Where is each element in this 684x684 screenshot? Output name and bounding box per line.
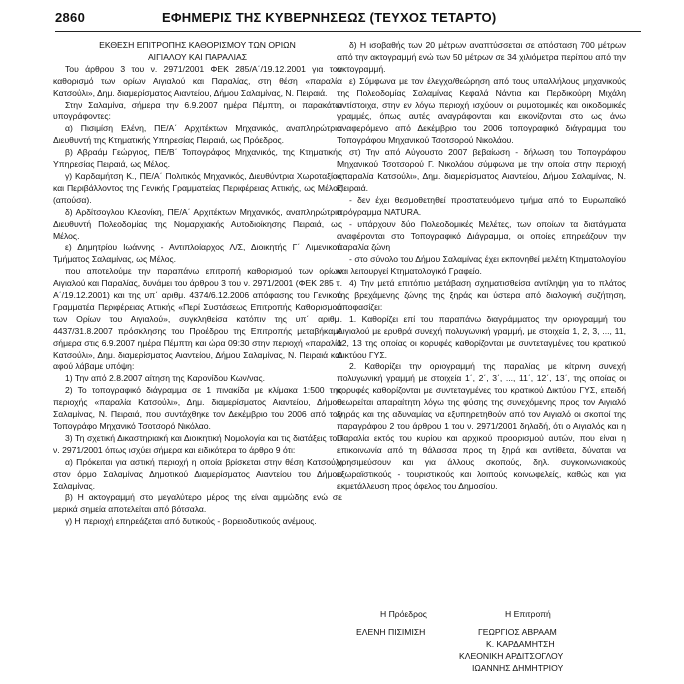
header-rule [55, 31, 641, 32]
paragraph: στ) Την από Αύγουστο 2007 βεβαίωση - δήλωση του Τοπογράφου Μηχανικού Τσοτσορού Γ. Νικολάου σύμφωνα με την οποία στην περιοχή «παραλία Κατσούλι», Δημ. διαμερίσματος Αιαντείου, Δήμου Σαλαμίνας, Ν. Πειραιά. [337, 147, 626, 193]
paragraph: 1) Την από 2.8.2007 αίτηση της Καρονίδου Κων/νας. [65, 373, 266, 384]
paragraph: δ) Η ισοβαθής των 20 μέτρων αναπτύσσεται σε απόσταση 700 μέτρων από την ακτογραμμή ενώ των 50 μέτρων σε 34 χιλιόμετρα περίπου από την ακτογραμμή. [337, 40, 626, 74]
right-column [337, 40, 626, 492]
paragraph: δ) Αρδίτσογλου Κλεονίκη, ΠΕ/Α΄ Αρχιτέκτων Μηχανικός, αναπληρώτρια Διευθυντή Πολεοδομίας της Νομαρχιακής Αυτοδιοίκησης Πειραιά, ως Μέλος. [53, 206, 342, 241]
committee-label: Η Επιτροπή [505, 609, 551, 619]
page-header [55, 7, 641, 29]
paragraph: ΕΚΘΕΣΗ ΕΠΙΤΡΟΠΗΣ ΚΑΘΟΡΙΣΜΟΥ ΤΩΝ ΟΡΙΩΝ [99, 40, 296, 50]
committee-member-name: ΓΕΩΡΓΙΟΣ ΑΒΡΑΑΜ [478, 627, 557, 637]
paragraph: γ) Η περιοχή επηρεάζεται από δυτικούς - βορειοδυτικούς ανέμους. [65, 516, 317, 527]
paragraph: 4) Την μετά επιτόπιο μετάβαση σχηματισθείσα αντίληψη για το πλάτος της βρεχάμενης ζώνης της ξηράς και ύστερα από διαλογική συζήτηση, αποφασίζει: [337, 278, 626, 312]
paragraph: ΑΙΓΙΑΛΟΥ ΚΑΙ ΠΑΡΑΛΙΑΣ [147, 51, 248, 62]
paragraph: που αποτελούμε την παραπάνω επιτροπή καθορισμού των ορίων Αιγιαλού και Παραλίας, δυνάμει του άρθρου 3 του ν. 2971/2001 (ΦΕΚ 285 τ. Α΄/19.12.2001) και της υπ΄ αριθμ. 4374/6.12.2006 απόφασης του Γενικού Γραμματέα Περιφέρειας Αττικής «Περί Συστάσεως Επιτροπής Καθορισμού των Ορίων του Αιγιαλού», συγκληθείσα κατόπιν της υπ΄ αριθμ. 4437/31.8.2007 πρόσκλησης του Προέδρου της Επιτροπής μεταβήκαμε σήμερα στις 6.9.2007 ημέρα Πέμπτη και ώρα 09:30 στην περιοχή «παραλία Κατσούλι», Δημ. διαμερίσματος Αιαντείου, Δήμου Σαλαμίνας, Ν. Πειραιά και αφού λάβαμε υπόψη: [53, 266, 342, 372]
page-number: 2860 [55, 10, 86, 25]
paragraph: 2) Το τοπογραφικό διάγραμμα σε 1 πινακίδα με κλίμακα 1:500 της περιοχής «παραλία Κατσούλι», Δημ. διαμερίσματος Αιαντείου, Δήμου Σαλαμίνας, Ν. Πειραιά, που συντάχθηκε τον Δεκέμβριο του 2006 από τον Τοπογράφο Μηχανικό Τσοτσορό Νικόλαο. [53, 385, 342, 431]
chairman-name: ΕΛΕΝΗ ΠΙΣΙΜΙΣΗ [356, 627, 426, 637]
paragraph: γ) Καρδαμήτση Κ., ΠΕ/Α΄ Πολιτικός Μηχανικός, Διευθύντρια Χωροταξίας και Περιβάλλοντος της Γενικής Γραμματείας Περιφέρειας Αττικής, ως Μέλος (απούσα). [53, 170, 342, 205]
paragraph: - υπάρχουν δύο Πολεοδομικές Μελέτες, των οποίων τα διατάγματα αναφέρονται στο Τοπογραφικό Διάγραμμα, οι οποίες επηρεάζουν την παραλία ζώνη [337, 218, 626, 253]
committee-member-name: ΙΩΑΝΝΗΣ ΔΗΜΗΤΡΙΟΥ [472, 663, 564, 673]
committee-member-name: ΚΛΕΟΝΙΚΗ ΑΡΔΙΤΣΟΓΛΟΥ [459, 651, 564, 661]
paragraph: - δεν έχει θεσμοθετηθεί προστατευόμενο τμήμα από το Ευρωπαϊκό πρόγραμμα NATURA. [337, 194, 626, 217]
paragraph: - στο σύνολο του Δήμου Σαλαμίνας έχει εκπονηθεί μελέτη Κτηματολογίου και λειτουργεί Κτηματολογικό Γραφείο. [337, 254, 626, 277]
paragraph: α) Πρόκειται για αστική περιοχή η οποία βρίσκεται στην θέση Κατσούλι στον όρμο Σαλαμίνας Δημοτικού Διαμερίσματος Αιαντείου του Δήμου Σαλαμίνας. [53, 456, 342, 491]
paragraph: 3) Τη σχετική Δικαστηριακή και Διοικητική Νομολογία και τις διατάξεις του ν. 2971/2001 όπως ισχύει σήμερα και ειδικότερα το άρθρο 9 ότι: [53, 432, 342, 455]
paragraph: ε) Δημητρίου Ιωάννης - Αντιπλοίαρχος Λ/Σ, Διοικητής Γ΄ Λιμενικού Τμήματος Σαλαμίνας, ως Μέλος. [53, 242, 342, 265]
gazette-title: ΕΦΗΜΕΡΙΣ ΤΗΣ ΚΥΒΕΡΝΗΣΕΩΣ (ΤΕΥΧΟΣ ΤΕΤΑΡΤΟ) [162, 10, 497, 25]
paragraph: Του άρθρου 3 του ν. 2971/2001 ΦΕΚ 285/Α΄/19.12.2001 για τον καθορισμό των ορίων Αιγιαλού και Παραλίας, στη θέση «παραλία Κατσούλι», Δημ. διαμερίσματος Αιαντείου, Δήμου Σαλαμίνας, Ν. Πειραιά. [53, 63, 342, 98]
paragraph: ε) Σύμφωνα με τον έλεγχο/θεώρηση από τους υπαλλήλους μηχανικούς της Πολεοδομίας Σαλαμίνας Κεφαλά Νάντια και Περδικούρη Μιχάλη αντίστοιχα, στην εν λόγω περιοχή ισχύουν οι ρυμοτομικές και οικοδομικές γραμμές, όπως αυτές αναγράφονται και εικονίζονται στο ως άνω αναφερόμενο από Δεκέμβριο του 2006 τοπογραφικό διάγραμμα του Τοπογράφου Μηχανικού Τσοτσορού Νικολάου. [337, 75, 626, 146]
paragraph: β) Αβραάμ Γεώργιος, ΠΕ/Β΄ Τοπογράφος Μηχανικός, της Κτηματικής Υπηρεσίας Πειραιά, ως Μέλος. [53, 147, 342, 170]
paragraph: Στην Σαλαμίνα, σήμερα την 6.9.2007 ημέρα Πέμπτη, οι παρακάτω υπογράφοντες: [53, 99, 342, 122]
committee-member-name: Κ. ΚΑΡΔΑΜΗΤΣΗ [486, 639, 555, 649]
left-column [53, 40, 342, 528]
paragraph: β) Η ακτογραμμή στο μεγαλύτερο μέρος της είναι αμμώδης ενώ σε μερικά σημεία αποτελείται από βότσαλα. [53, 492, 342, 515]
paragraph: α) Πισιμίση Ελένη, ΠΕ/Α΄ Αρχιτέκτων Μηχανικός, αναπληρώτρια Διευθυντή της Κτηματικής Υπηρεσίας Πειραιά, ως Πρόεδρος. [53, 123, 342, 146]
paragraph: 1. Καθορίζει επί του παραπάνω διαγράμματος την οριογραμμή του Αιγιαλού με ερυθρά συνεχή πολυγωνική γραμμή, με στοιχεία 1, 2, 3, ..., 11, 12, 13 της οποίας οι κορυφές καθορίζονται με συντεταγμένες του κρατικού Δικτύου ΓΥΣ. [337, 313, 626, 360]
chairman-label: Η Πρόεδρος [380, 609, 427, 619]
paragraph: 2. Καθορίζει την οριογραμμή της παραλίας με κίτρινη συνεχή πολυγωνική γραμμή με στοιχεία 1΄, 2΄, 3΄, ..., 11΄, 12΄, 13΄, της οποίας οι κορυφές καθορίζονται με συντεταγμένες του κρατικού Δικτύου ΓΥΣ, επειδή θεωρείται απαραίτητη λόγω της φύσης της συνεχόμενης προς τον Αιγιαλό ξηράς και της αδυναμίας να εξυπηρετηθούν από τον Αιγιαλό οι σκοποί της παραγράφου 2 του άρθρου 1 του ν. 2971/2001 δηλαδή, ότι ο Αιγιαλός και η Παραλία εκτός του κυρίου και αρχικού προορισμού αυτών, που είναι η επικοινωνία από τη θάλασσα προς τη ξηρά και αντίθετα, δύναται να χρησιμεύσουν και για άλλους σκοπούς, δηλ. συγκοινωνιακούς εξωραϊστικούς - τουριστικούς και λοιπούς κοινωφελείς, καθώς και για εκμετάλλευση προς όφελος του Δημοσίου. [337, 361, 626, 491]
